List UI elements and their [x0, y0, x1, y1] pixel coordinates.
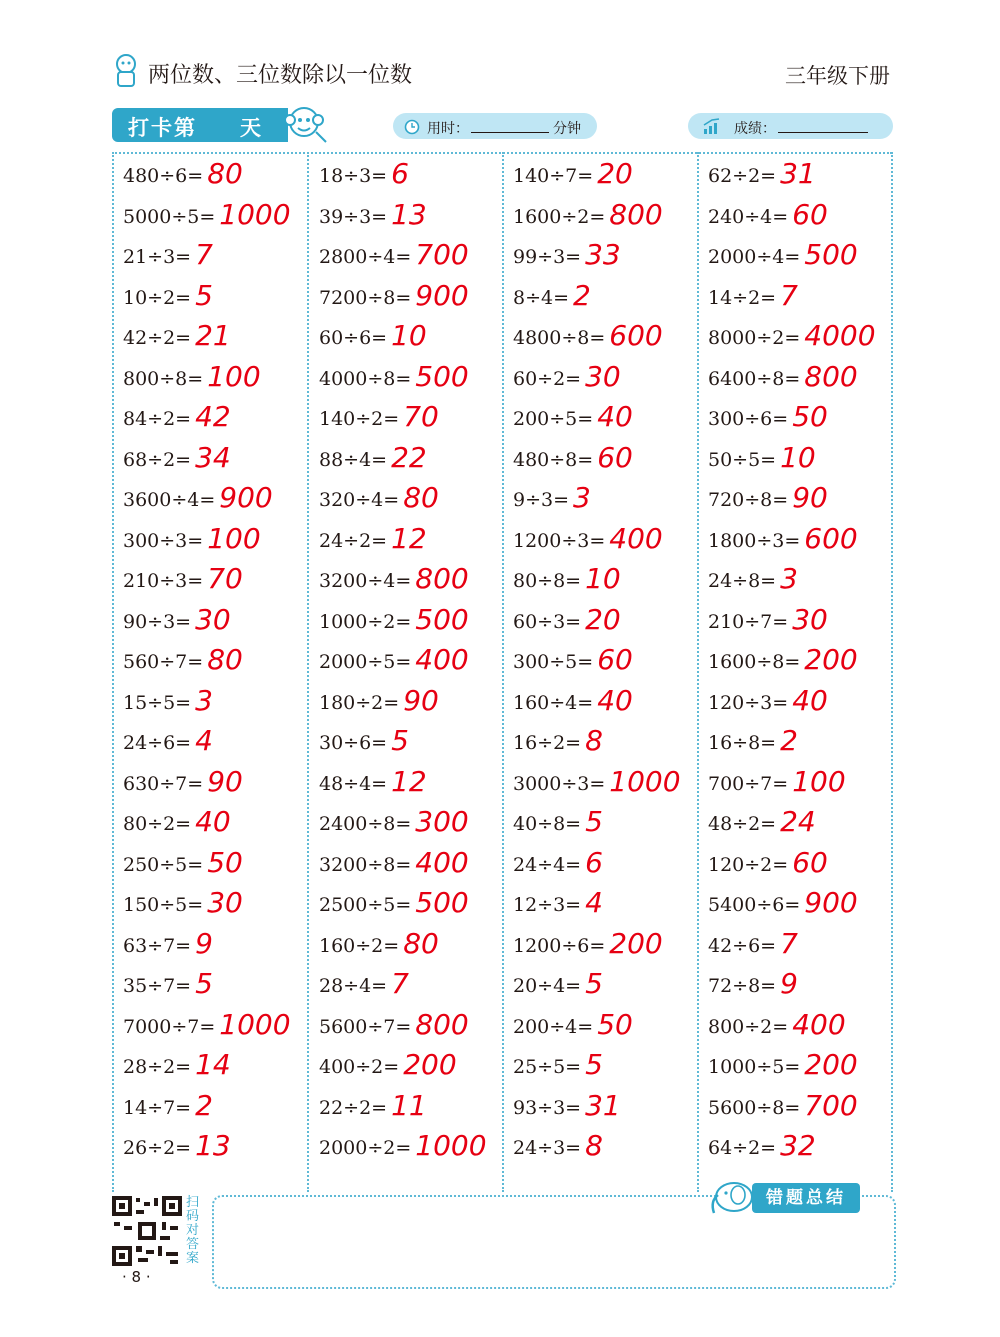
handwritten-answer[interactable]: 800 [609, 197, 663, 231]
score-blank[interactable] [778, 132, 868, 133]
problem-question: 6400÷8= [708, 367, 801, 390]
problem-question: 14÷2= [708, 286, 777, 309]
handwritten-answer[interactable]: 500 [415, 886, 469, 919]
problem-question: 20÷4= [513, 975, 582, 997]
handwritten-answer[interactable]: 90 [403, 683, 439, 717]
problem-question: 120÷3= [708, 691, 789, 714]
handwritten-answer[interactable]: 60 [597, 643, 633, 676]
problem-question: 80÷8= [513, 570, 582, 592]
handwritten-answer[interactable]: 2 [195, 1088, 213, 1122]
handwritten-answer[interactable]: 90 [792, 481, 828, 514]
handwritten-answer[interactable]: 500 [415, 602, 469, 636]
problem-question: 24÷8= [708, 570, 777, 592]
problem-question: 9÷3= [513, 489, 570, 511]
handwritten-answer[interactable]: 800 [804, 359, 858, 393]
handwritten-answer[interactable]: 30 [207, 886, 243, 919]
problem-question: 2800÷4= [319, 246, 412, 268]
problem-question: 30÷6= [319, 732, 388, 754]
handwritten-answer[interactable]: 50 [597, 1007, 633, 1041]
time-pill [393, 113, 597, 139]
problem-question: 1200÷6= [513, 934, 606, 957]
problem-question: 700÷7= [708, 772, 789, 795]
grid-line [891, 152, 893, 1192]
handwritten-answer[interactable]: 30 [585, 359, 621, 393]
problem-question: 1000÷5= [708, 1056, 801, 1078]
grid-line [112, 152, 114, 1192]
problem-question: 3200÷8= [319, 853, 412, 876]
problem-question: 62÷2= [708, 165, 777, 187]
problem-question: 60÷6= [319, 327, 388, 349]
handwritten-answer[interactable]: 7 [780, 926, 798, 960]
handwritten-answer[interactable]: 50 [207, 845, 243, 879]
problem-question: 99÷3= [513, 246, 582, 268]
problem-question: 42÷6= [708, 934, 777, 957]
handwritten-answer[interactable]: 700 [415, 238, 469, 271]
handwritten-answer[interactable]: 8 [585, 1129, 603, 1162]
problem-question: 24÷2= [319, 529, 388, 552]
problem-question: 50÷5= [708, 448, 777, 471]
handwritten-answer[interactable]: 5 [585, 967, 603, 1000]
grid-line [697, 152, 699, 1192]
handwritten-answer[interactable]: 7 [195, 238, 213, 271]
monkey-icon [282, 100, 330, 148]
mascot-icon [110, 52, 142, 88]
handwritten-answer[interactable]: 1000 [609, 764, 681, 798]
problem-question: 800÷2= [708, 1015, 789, 1038]
handwritten-answer[interactable]: 6 [391, 157, 409, 190]
handwritten-answer[interactable]: 800 [415, 562, 469, 595]
page-title: 两位数、三位数除以一位数 [148, 63, 413, 88]
problem-question: 200÷5= [513, 408, 594, 430]
problem-question: 35÷7= [123, 975, 192, 997]
problem-question: 240÷4= [708, 205, 789, 228]
problem-question: 60÷2= [513, 367, 582, 390]
handwritten-answer[interactable]: 33 [585, 238, 621, 271]
handwritten-answer[interactable]: 500 [804, 238, 858, 271]
handwritten-answer[interactable]: 4000 [804, 319, 876, 352]
problem-question: 39÷3= [319, 205, 388, 228]
handwritten-answer[interactable]: 80 [403, 926, 439, 960]
problem-question: 5600÷8= [708, 1096, 801, 1119]
handwritten-answer[interactable]: 5 [585, 805, 603, 838]
problem-question: 1000÷2= [319, 610, 412, 633]
clock-icon [403, 117, 421, 135]
problem-question: 28÷2= [123, 1056, 192, 1078]
score-label: 成绩： [734, 121, 776, 137]
problem-question: 5400÷6= [708, 894, 801, 916]
handwritten-answer[interactable]: 24 [780, 805, 816, 838]
handwritten-answer[interactable]: 10 [391, 319, 427, 352]
handwritten-answer[interactable]: 500 [415, 359, 469, 393]
handwritten-answer[interactable]: 20 [597, 157, 633, 190]
handwritten-answer[interactable]: 60 [597, 440, 633, 474]
problem-question: 8000÷2= [708, 327, 801, 349]
problem-question: 180÷2= [319, 691, 400, 714]
problem-question: 80÷2= [123, 813, 192, 835]
problem-question: 16÷2= [513, 732, 582, 754]
handwritten-answer[interactable]: 20 [585, 602, 621, 636]
handwritten-answer[interactable]: 12 [391, 764, 427, 798]
handwritten-answer[interactable]: 9 [780, 967, 798, 1000]
handwritten-answer[interactable]: 10 [780, 440, 816, 474]
problem-question: 400÷2= [319, 1056, 400, 1078]
problem-question: 24÷4= [513, 853, 582, 876]
handwritten-answer[interactable]: 400 [415, 845, 469, 879]
problem-question: 800÷8= [123, 367, 204, 390]
handwritten-answer[interactable]: 200 [609, 926, 663, 960]
handwritten-answer[interactable]: 200 [403, 1048, 457, 1081]
handwritten-answer[interactable]: 6 [585, 845, 603, 879]
handwritten-answer[interactable]: 42 [195, 400, 231, 433]
time-label: 用时： [427, 121, 469, 137]
handwritten-answer[interactable]: 100 [207, 359, 261, 393]
handwritten-answer[interactable]: 3 [780, 562, 798, 595]
handwritten-answer[interactable]: 90 [207, 764, 243, 798]
handwritten-answer[interactable]: 5 [391, 724, 409, 757]
handwritten-answer[interactable]: 400 [415, 643, 469, 676]
scan-for-answers-label: 扫码对答案 [186, 1195, 200, 1266]
handwritten-answer[interactable]: 11 [391, 1088, 427, 1122]
problem-question: 64÷2= [708, 1137, 777, 1159]
problem-question: 28÷4= [319, 975, 388, 997]
problem-question: 630÷7= [123, 772, 204, 795]
problem-question: 3200÷4= [319, 570, 412, 592]
handwritten-answer[interactable]: 12 [391, 521, 427, 555]
problem-question: 320÷4= [319, 489, 400, 511]
mistake-summary-label: 错题总结 [752, 1183, 860, 1213]
problem-question: 90÷3= [123, 610, 192, 633]
problem-question: 210÷7= [708, 610, 789, 633]
grid-line [502, 152, 504, 1192]
problem-question: 200÷4= [513, 1015, 594, 1038]
problem-question: 1600÷2= [513, 205, 606, 228]
problem-question: 8÷4= [513, 286, 570, 309]
problem-question: 48÷2= [708, 813, 777, 835]
problem-question: 2000÷5= [319, 651, 412, 673]
checkin-label: 打卡第 [128, 116, 197, 140]
problem-question: 42÷2= [123, 327, 192, 349]
problem-question: 21÷3= [123, 246, 192, 268]
problem-question: 3600÷4= [123, 489, 216, 511]
handwritten-answer[interactable]: 7 [391, 967, 409, 1000]
handwritten-answer[interactable]: 4 [195, 724, 213, 757]
problem-question: 1600÷8= [708, 651, 801, 673]
handwritten-answer[interactable]: 13 [195, 1129, 231, 1162]
handwritten-answer[interactable]: 70 [207, 562, 243, 595]
handwritten-answer[interactable]: 31 [780, 157, 816, 190]
problem-question: 7000÷7= [123, 1015, 216, 1038]
problem-question: 24÷3= [513, 1137, 582, 1159]
handwritten-answer[interactable]: 80 [207, 643, 243, 676]
problem-question: 12÷3= [513, 894, 582, 916]
problem-question: 720÷8= [708, 489, 789, 511]
handwritten-answer[interactable]: 100 [792, 764, 846, 798]
problem-question: 2000÷2= [319, 1137, 412, 1159]
problem-question: 140÷7= [513, 165, 594, 187]
problem-question: 5600÷7= [319, 1015, 412, 1038]
handwritten-answer[interactable]: 60 [792, 197, 828, 231]
problem-question: 480÷6= [123, 165, 204, 187]
handwritten-answer[interactable]: 60 [792, 845, 828, 879]
handwritten-answer[interactable]: 13 [391, 197, 427, 231]
problem-question: 15÷5= [123, 691, 192, 714]
handwritten-answer[interactable]: 1000 [219, 197, 291, 231]
handwritten-answer[interactable]: 10 [585, 562, 621, 595]
page-number: · 8 · [122, 1268, 151, 1286]
handwritten-answer[interactable]: 300 [415, 805, 469, 838]
problem-question: 160÷4= [513, 691, 594, 714]
problem-question: 48÷4= [319, 772, 388, 795]
problem-question: 300÷6= [708, 408, 789, 430]
problem-question: 4800÷8= [513, 327, 606, 349]
problem-question: 18÷3= [319, 165, 388, 187]
problem-question: 210÷3= [123, 570, 204, 592]
score-pill [688, 113, 893, 139]
handwritten-answer[interactable]: 40 [195, 805, 231, 838]
handwritten-answer[interactable]: 2 [573, 278, 591, 312]
problem-question: 63÷7= [123, 934, 192, 957]
handwritten-answer[interactable]: 1000 [219, 1007, 291, 1041]
handwritten-answer[interactable]: 40 [597, 683, 633, 717]
handwritten-answer[interactable]: 30 [792, 602, 828, 636]
problem-question: 150÷5= [123, 894, 204, 916]
handwritten-answer[interactable]: 900 [219, 481, 273, 514]
grid-line [307, 152, 309, 1192]
growth-chart-icon [702, 117, 722, 135]
problem-question: 300÷5= [513, 651, 594, 673]
handwritten-answer[interactable]: 700 [804, 1088, 858, 1122]
handwritten-answer[interactable]: 40 [597, 400, 633, 433]
problem-question: 60÷3= [513, 610, 582, 633]
handwritten-answer[interactable]: 9 [195, 926, 213, 960]
problem-question: 68÷2= [123, 448, 192, 471]
problem-question: 40÷8= [513, 813, 582, 835]
problem-question: 25÷5= [513, 1056, 582, 1078]
handwritten-answer[interactable]: 3 [195, 683, 213, 717]
problem-question: 22÷2= [319, 1096, 388, 1119]
handwritten-answer[interactable]: 34 [195, 440, 231, 474]
handwritten-answer[interactable]: 50 [792, 400, 828, 433]
handwritten-answer[interactable]: 80 [207, 157, 243, 190]
handwritten-answer[interactable]: 900 [804, 886, 858, 919]
problem-question: 14÷7= [123, 1096, 192, 1119]
problem-question: 84÷2= [123, 408, 192, 430]
problem-question: 250÷5= [123, 853, 204, 876]
handwritten-answer[interactable]: 31 [585, 1088, 621, 1122]
handwritten-answer[interactable]: 22 [391, 440, 427, 474]
handwritten-answer[interactable]: 2 [780, 724, 798, 757]
problem-question: 480÷8= [513, 448, 594, 471]
problem-question: 120÷2= [708, 853, 789, 876]
problem-question: 2400÷8= [319, 813, 412, 835]
handwritten-answer[interactable]: 21 [195, 319, 231, 352]
handwritten-answer[interactable]: 14 [195, 1048, 231, 1081]
handwritten-answer[interactable]: 800 [415, 1007, 469, 1041]
qr-code[interactable] [112, 1196, 182, 1266]
checkin-suffix: 天 [240, 116, 261, 140]
problem-question: 93÷3= [513, 1096, 582, 1119]
handwritten-answer[interactable]: 600 [609, 319, 663, 352]
handwritten-answer[interactable]: 30 [195, 602, 231, 636]
problem-question: 7200÷8= [319, 286, 412, 309]
problem-question: 1200÷3= [513, 529, 606, 552]
handwritten-answer[interactable]: 200 [804, 643, 858, 676]
handwritten-answer[interactable]: 600 [804, 521, 858, 555]
problem-question: 88÷4= [319, 448, 388, 471]
problem-question: 160÷2= [319, 934, 400, 957]
problem-question: 140÷2= [319, 408, 400, 430]
handwritten-answer[interactable]: 100 [207, 521, 261, 555]
problem-question: 300÷3= [123, 529, 204, 552]
handwritten-answer[interactable]: 7 [780, 278, 798, 312]
problem-question: 1800÷3= [708, 529, 801, 552]
handwritten-answer[interactable]: 3 [573, 481, 591, 514]
handwritten-answer[interactable]: 32 [780, 1129, 816, 1162]
handwritten-answer[interactable]: 8 [585, 724, 603, 757]
handwritten-answer[interactable]: 70 [403, 400, 439, 433]
problem-question: 16÷8= [708, 732, 777, 754]
handwritten-answer[interactable]: 40 [792, 683, 828, 717]
time-blank[interactable] [471, 132, 549, 133]
problem-question: 2000÷4= [708, 246, 801, 268]
handwritten-answer[interactable]: 5 [195, 278, 213, 312]
checkin-banner [112, 108, 288, 142]
problem-question: 10÷2= [123, 286, 192, 309]
handwritten-answer[interactable]: 1000 [415, 1129, 487, 1162]
problem-question: 4000÷8= [319, 367, 412, 390]
problem-question: 560÷7= [123, 651, 204, 673]
grade-label: 三年级下册 [785, 64, 890, 88]
elephant-icon [706, 1177, 756, 1217]
problem-question: 2500÷5= [319, 894, 412, 916]
handwritten-answer[interactable]: 80 [403, 481, 439, 514]
problem-question: 24÷6= [123, 732, 192, 754]
problem-question: 26÷2= [123, 1137, 192, 1159]
time-unit: 分钟 [553, 121, 581, 137]
handwritten-answer[interactable]: 400 [792, 1007, 846, 1041]
problem-question: 3000÷3= [513, 772, 606, 795]
handwritten-answer[interactable]: 900 [415, 278, 469, 312]
handwritten-answer[interactable]: 5 [585, 1048, 603, 1081]
handwritten-answer[interactable]: 4 [585, 886, 603, 919]
problem-question: 5000÷5= [123, 205, 216, 228]
handwritten-answer[interactable]: 5 [195, 967, 213, 1000]
handwritten-answer[interactable]: 200 [804, 1048, 858, 1081]
handwritten-answer[interactable]: 400 [609, 521, 663, 555]
problem-question: 72÷8= [708, 975, 777, 997]
